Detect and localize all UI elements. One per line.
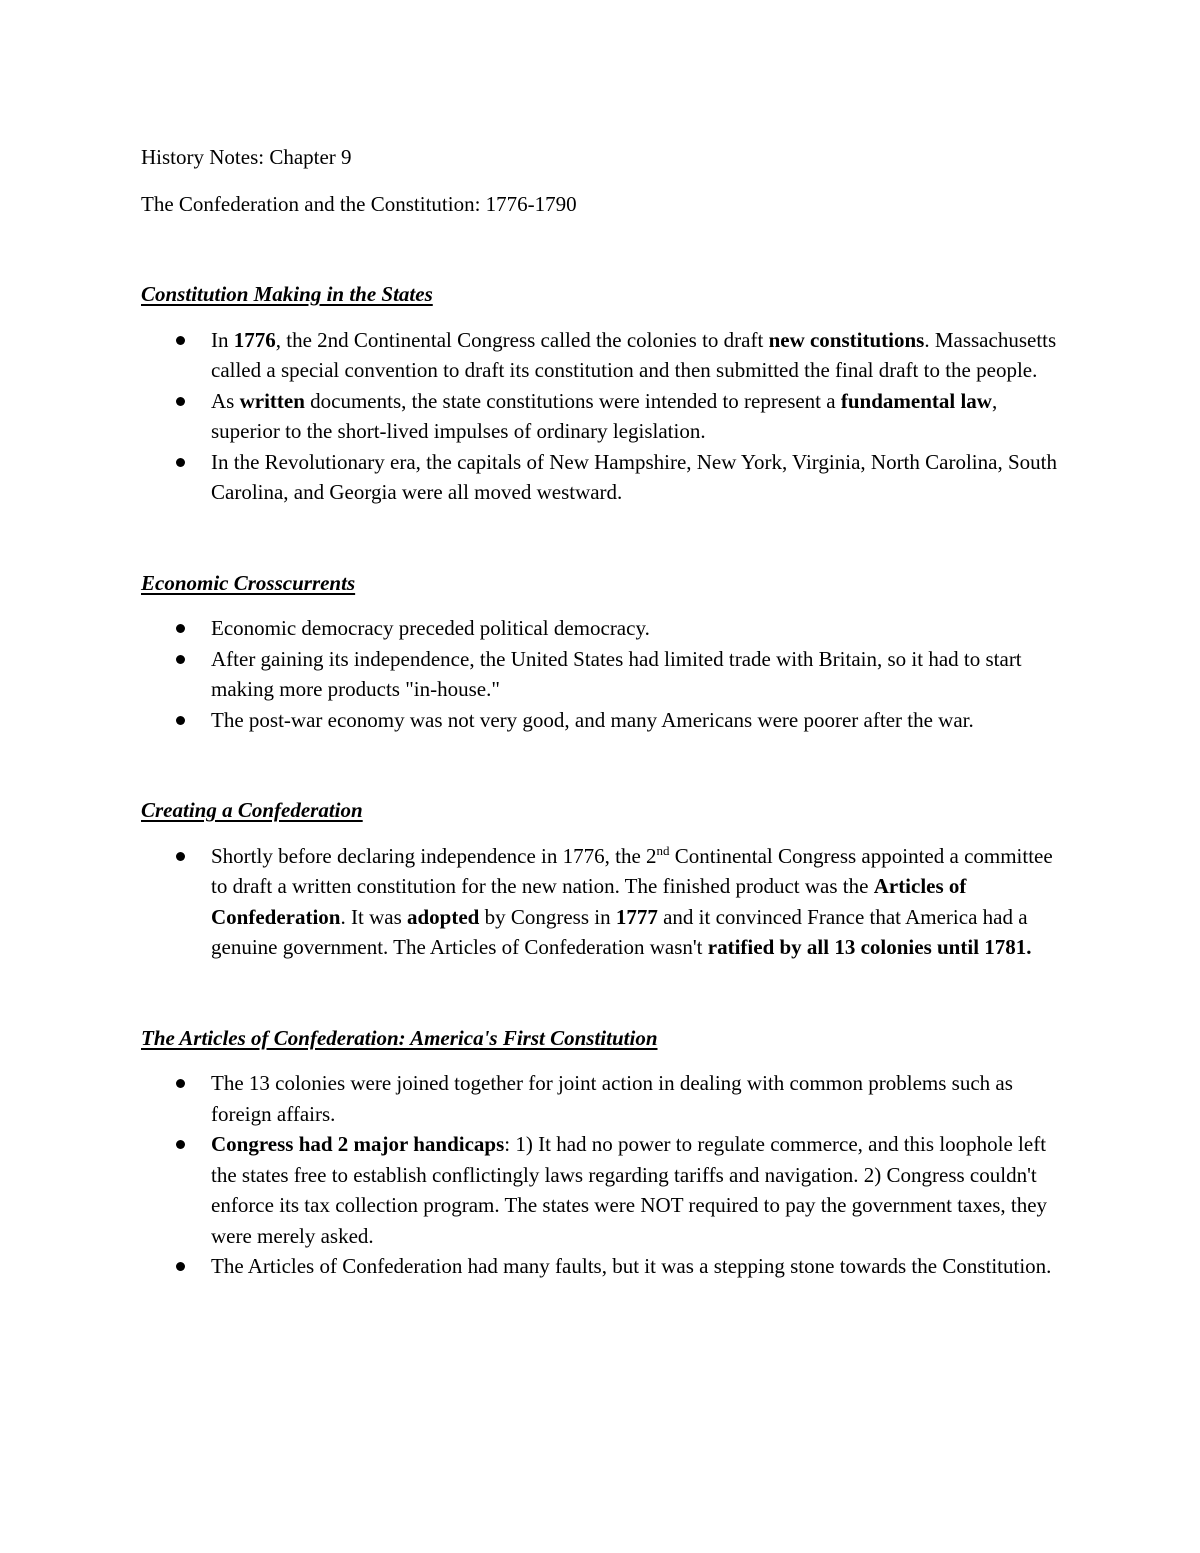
bold-text: Articles of Confederation: [211, 874, 967, 929]
bullet-item: [141, 644, 1071, 705]
text-run: Shortly before declaring independence in 1776, the 2: [211, 843, 657, 868]
sections-container: [141, 279, 1071, 1282]
text-run: In: [211, 327, 234, 352]
bullet-point-icon: [176, 1140, 185, 1149]
text-run: As: [211, 388, 240, 413]
section-heading: The Articles of Confederation: America's First Constitution: [141, 1025, 658, 1050]
bold-text: new constitutions: [768, 327, 925, 352]
text-run: The Articles of Confederation had many faults, but it was a stepping stone towards the Constitution.: [211, 1254, 1052, 1278]
bullet-point-icon: [176, 397, 185, 406]
text-run: In the Revolutionary era, the capitals of New Hampshire, New York, Virginia, North Carolina, South Carolina, and Georgia were all moved westward.: [211, 449, 1057, 504]
document-page: [141, 142, 1071, 1342]
bullet-list: [141, 1068, 1071, 1282]
bullet-list: [141, 325, 1071, 508]
bullet-item: [141, 386, 1071, 447]
text-run: Continental Congress appointed a committee to draft a written constitution for the new nation. The finished product was the: [211, 843, 1053, 898]
text-run: . Massachusetts called a special convention to draft its constitution and then submitted the final draft to the people.: [211, 327, 1057, 382]
text-run: and it convinced France that America had a genuine government. The Articles of Confederation wasn't: [211, 904, 1028, 959]
bold-text: 1777: [615, 904, 658, 929]
text-run: , the 2nd Continental Congress called the colonies to draft: [275, 327, 769, 352]
bullet-item: [141, 1068, 1071, 1129]
bullet-item: [141, 1251, 1071, 1282]
text-run: by Congress in: [479, 904, 616, 929]
text-run: . It was: [340, 904, 407, 929]
section-heading: Constitution Making in the States: [141, 282, 433, 306]
superscript-text: nd: [656, 842, 670, 858]
bullet-item: [141, 1129, 1071, 1251]
bullet-list: [141, 613, 1071, 735]
bullet-point-icon: [176, 1262, 185, 1271]
bullet-point-icon: [176, 716, 185, 725]
text-run: The 13 colonies were joined together for joint action in dealing with common problems such as foreign affairs.: [211, 1071, 1013, 1126]
section: [141, 568, 1071, 736]
section-heading: Creating a Confederation: [141, 798, 363, 822]
bold-text: ratified by all 13 colonies until 1781.: [707, 935, 1032, 959]
bullet-item: [141, 613, 1071, 644]
bold-text: adopted: [407, 904, 480, 929]
text-run: documents, the state constitutions were intended to represent a: [304, 388, 841, 413]
bullet-point-icon: [176, 1079, 185, 1088]
bullet-item: [141, 447, 1071, 508]
document-subtitle: The Confederation and the Constitution: 1776-1790: [141, 191, 577, 216]
bullet-point-icon: [176, 458, 185, 467]
text-run: The post-war economy was not very good, and many Americans were poorer after the war.: [211, 707, 974, 732]
bold-text: written: [239, 388, 305, 413]
bold-text: 1776: [233, 327, 276, 352]
text-run: : 1) It had no power to regulate commerce, and this loophole left the states free to establish conflictingly laws regarding tariffs and navigation. 2) Congress couldn't enforce its tax collection program. The states were NOT required to pay the government taxes, they were merely asked.: [211, 1132, 1048, 1248]
bullet-item: [141, 705, 1071, 736]
text-run: Economic democracy preceded political democracy.: [211, 616, 650, 640]
section: [141, 795, 1071, 963]
bullet-item: [141, 325, 1071, 386]
bold-text: fundamental law: [840, 388, 992, 413]
bullet-item: [141, 841, 1071, 963]
document-title: History Notes: Chapter 9: [141, 145, 352, 169]
bullet-point-icon: [176, 655, 185, 664]
bold-text: Congress had 2 major handicaps: [211, 1132, 505, 1156]
section-heading: Economic Crosscurrents: [141, 570, 356, 595]
section: [141, 279, 1071, 508]
bullet-list: [141, 841, 1071, 963]
text-run: After gaining its independence, the United States had limited trade with Britain, so it had to start making more products "in-house.": [211, 646, 1022, 701]
bullet-point-icon: [176, 624, 185, 633]
text-run: , superior to the short-lived impulses of ordinary legislation.: [211, 388, 998, 443]
bullet-point-icon: [176, 852, 185, 861]
bullet-point-icon: [176, 336, 185, 345]
section: [141, 1023, 1071, 1282]
